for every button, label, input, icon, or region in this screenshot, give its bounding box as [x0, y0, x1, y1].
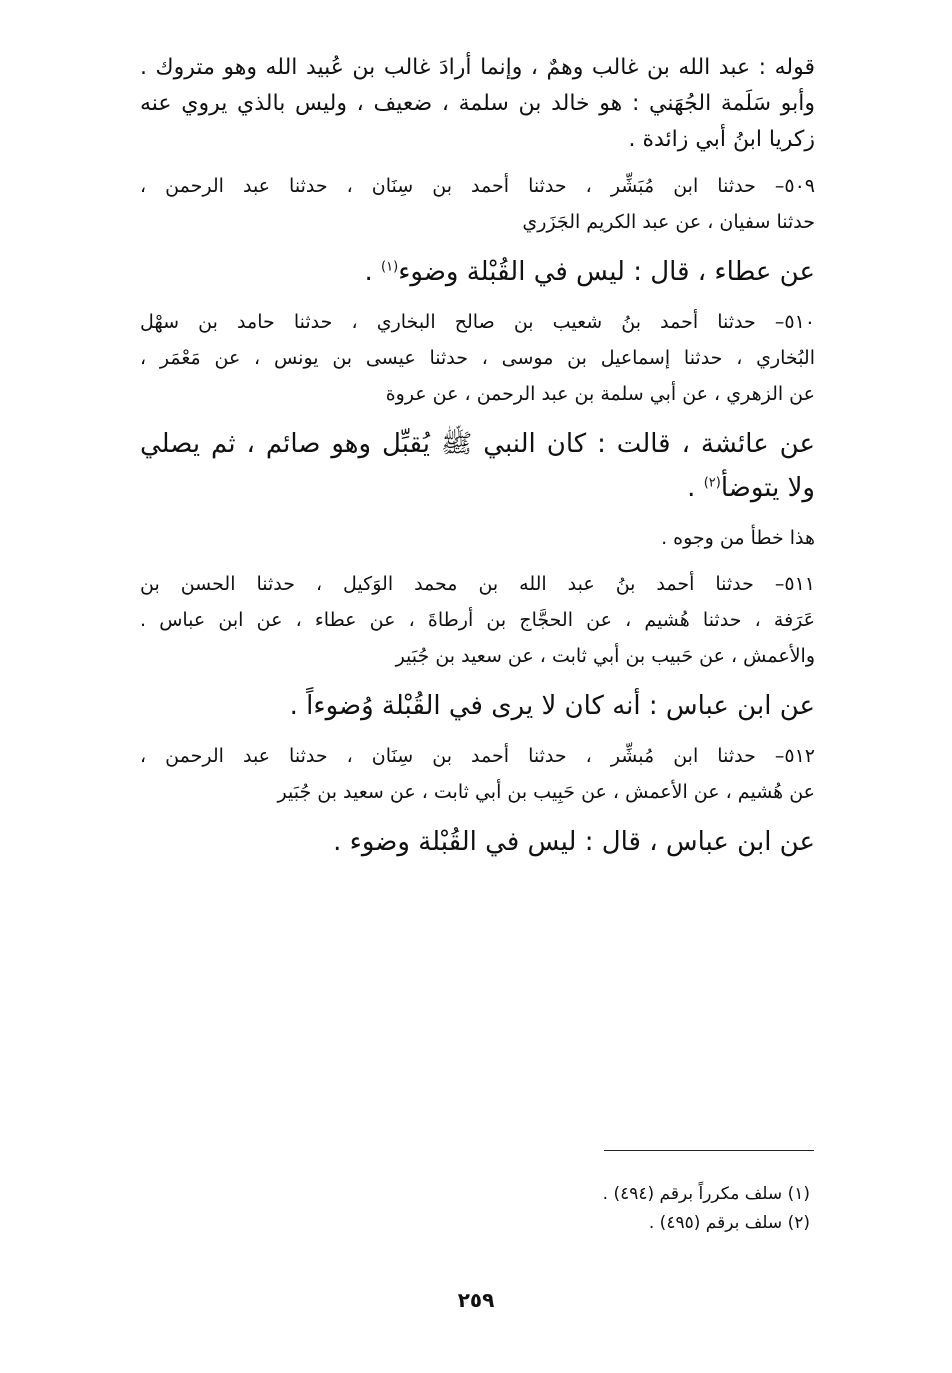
hadith-510-comment [140, 520, 815, 556]
footnotes [140, 1180, 815, 1238]
text-line: قوله : عبد الله بن غالب وهمٌ ، وإنما أرادَ غالب بن عُبيد الله وهو متروك . [140, 55, 815, 80]
footnote-marker: (٢) [703, 475, 721, 491]
page-body [140, 50, 815, 874]
text-line: حدثنا سفيان ، عن عبد الكريم الجَزَري [522, 211, 815, 233]
text-line: عن عائشة ، قالت : كان النبي ﷺ يُقبِّل وهو صائم ، ثم يصلي [140, 429, 815, 459]
hadith-510-text [140, 422, 815, 510]
commentary-paragraph [140, 50, 815, 158]
punctuation: . [364, 257, 382, 287]
footnote-marker: (١) [381, 259, 399, 275]
page-number: ٢٥٩ [457, 1288, 495, 1312]
hadith-512-text [140, 820, 815, 864]
hadith-511-text [140, 684, 815, 728]
text-line: ٥١٠– حدثنا أحمد بنُ شعيب بن صالح البخاري ، حدثنا حامد بن سهْل [140, 311, 815, 333]
footnote-divider [604, 1150, 814, 1151]
text-line: ٥١١– حدثنا أحمد بنُ عبد الله بن محمد الوَكيل ، حدثنا الحسن بن [140, 573, 815, 595]
text-line: عَرَفة ، حدثنا هُشيم ، عن الحجَّاج بن أرطاةَ ، عن عطاء ، عن ابن عباس . [140, 609, 815, 631]
text-line: والأعمش ، عن حَبيب بن أبي ثابت ، عن سعيد بن جُبَير [395, 645, 815, 667]
text-line: ٥٠٩– حدثنا ابن مُبَشِّر ، حدثنا أحمد بن سِنَان ، حدثنا عبد الرحمن ، [140, 175, 815, 197]
text-line: زكريا ابنُ أبي زائدة . [628, 127, 815, 152]
text-line: عن ابن عباس ، قال : ليس في القُبْلة وضوء . [333, 827, 815, 857]
text-line: وأبو سَلَمة الجُهَني : هو خالد بن سلمة ، ضعيف ، وليس بالذي يروي عنه [140, 91, 815, 116]
text-line [140, 466, 815, 510]
text-line: عن ابن عباس : أنه كان لا يرى في القُبْلة وُضوءاً . [289, 691, 815, 721]
hadith-509-text [140, 250, 815, 294]
hadith-512-isnad [140, 738, 815, 810]
footnote: (٢) سلف برقم (٤٩٥) . [648, 1213, 810, 1233]
hadith-510-isnad [140, 304, 815, 412]
hadith-text: ولا يتوضأ [720, 473, 815, 503]
text-line [140, 250, 815, 294]
text-line: عن الزهري ، عن أبي سلمة بن عبد الرحمن ، عن عروة [385, 383, 815, 405]
hadith-511-isnad [140, 566, 815, 674]
footnote: (١) سلف مكرراً برقم (٤٩٤) . [602, 1184, 810, 1204]
text-line: ٥١٢– حدثنا ابن مُبشِّر ، حدثنا أحمد بن سِنَان ، حدثنا عبد الرحمن ، [140, 745, 815, 767]
hadith-text: عن عطاء ، قال : ليس في القُبْلة وضوء [398, 257, 815, 287]
hadith-509-isnad [140, 168, 815, 240]
text-line: البُخاري ، حدثنا إسماعيل بن موسى ، حدثنا عيسى بن يونس ، عن مَعْمَر ، [140, 347, 815, 369]
text-line: هذا خطأ من وجوه . [661, 527, 815, 549]
text-line: عن هُشيم ، عن الأعمش ، عن حَبِيب بن أبي ثابت ، عن سعيد بن جُبَير [277, 781, 815, 803]
punctuation: . [687, 473, 704, 503]
